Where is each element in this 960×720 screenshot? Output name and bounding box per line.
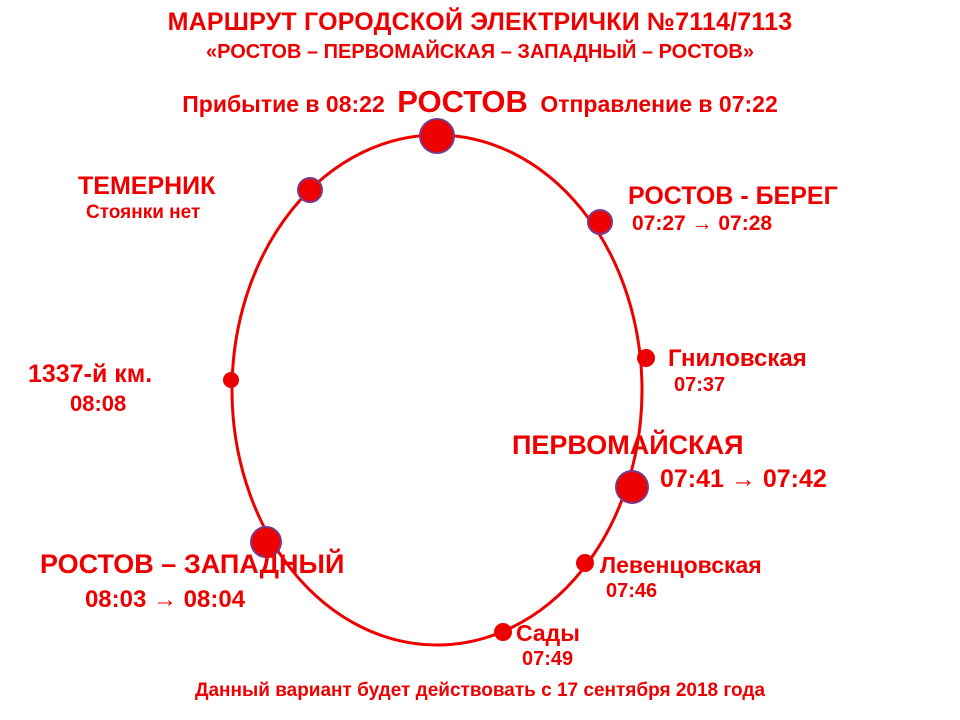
station-label-km-1337 bbox=[28, 360, 152, 417]
station-time-rostov-zapadny: 08:03 → 08:04 bbox=[84, 585, 246, 613]
station-name-rostov-zapadny: РОСТОВ – ЗАПАДНЫЙ bbox=[40, 549, 345, 579]
station-time-levencovskaya: 07:46 bbox=[606, 580, 658, 602]
station-label-pervomayskaya bbox=[512, 430, 827, 494]
terminal-station-name: РОСТОВ bbox=[397, 84, 528, 119]
station-name-temernik: ТЕМЕРНИК bbox=[78, 172, 216, 200]
station-time-gnilovskaya: 07:37 bbox=[674, 374, 726, 396]
page-subtitle: «РОСТОВ – ПЕРВОМАЙСКАЯ – ЗАПАДНЫЙ – РОСТОВ» bbox=[206, 40, 754, 63]
station-name-levencovskaya: Левенцовская bbox=[600, 552, 762, 578]
station-label-rostov-bereg bbox=[628, 182, 838, 236]
validity-note: Данный вариант будет действовать с 17 сентября 2018 года bbox=[194, 680, 766, 701]
station-dot-rostov[interactable] bbox=[420, 119, 454, 153]
station-dot-temernik[interactable] bbox=[298, 178, 322, 202]
station-name-gnilovskaya: Гниловская bbox=[668, 345, 807, 372]
station-label-gnilovskaya bbox=[668, 345, 807, 397]
station-dot-rostov-bereg[interactable] bbox=[588, 210, 612, 234]
station-label-rostov-zapadny bbox=[40, 548, 345, 614]
station-name-rostov-bereg: РОСТОВ - БЕРЕГ bbox=[628, 182, 838, 210]
arrival-text: Прибытие в 08:22 bbox=[182, 91, 385, 117]
station-time-sady: 07:49 bbox=[522, 648, 574, 670]
station-label-levencovskaya bbox=[600, 552, 762, 603]
station-name-km-1337: 1337-й км. bbox=[28, 360, 153, 388]
station-label-sady bbox=[516, 620, 580, 671]
page-title: МАРШРУТ ГОРОДСКОЙ ЭЛЕКТРИЧКИ №7114/7113 bbox=[167, 8, 793, 36]
station-dot-gnilovskaya[interactable] bbox=[637, 349, 655, 367]
station-dot-levencovskaya[interactable] bbox=[576, 554, 594, 572]
station-label-temernik bbox=[78, 172, 215, 224]
station-time-pervomayskaya: 07:41 → 07:42 bbox=[660, 465, 827, 493]
station-dot-km-1337[interactable] bbox=[223, 372, 239, 388]
station-time-rostov-bereg: 07:27 → 07:28 bbox=[632, 212, 773, 235]
station-time-temernik: Стоянки нет bbox=[86, 202, 201, 223]
departure-text: Отправление в 07:22 bbox=[540, 91, 778, 117]
station-time-km-1337: 08:08 bbox=[70, 391, 127, 416]
station-name-sady: Сады bbox=[516, 620, 580, 646]
station-dot-sady[interactable] bbox=[494, 623, 512, 641]
station-name-pervomayskaya: ПЕРВОМАЙСКАЯ bbox=[512, 430, 744, 460]
